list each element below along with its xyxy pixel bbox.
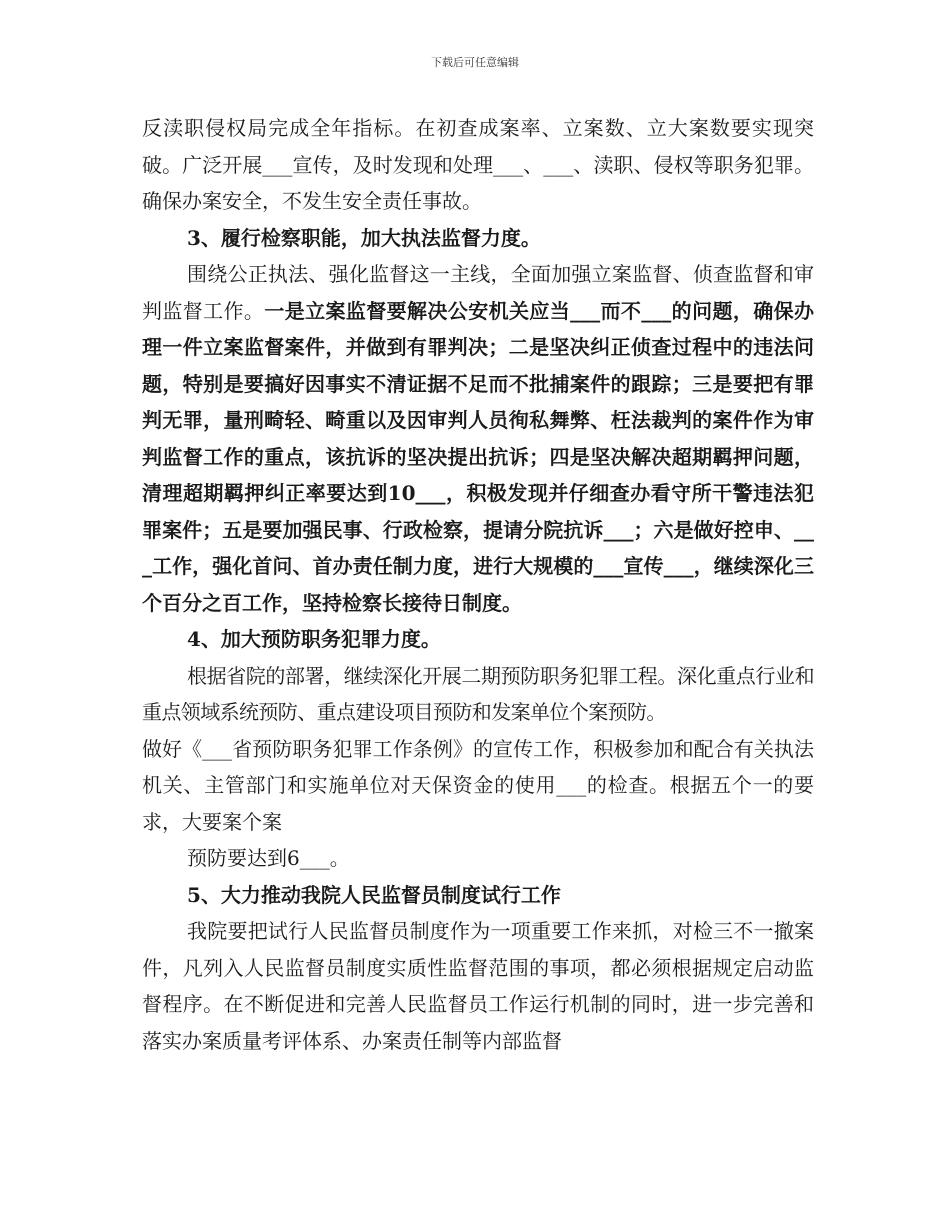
paragraph-supervision-bold: 一是立案监督要解决公安机关应当___而不___的问题，确保办理一件立案监督案件，并做到有罪判决；二是坚决纠正侦查过程中的违法问题，特别是要搞好因事实不清证据不足而不批捕案件的跟踪；三是要把有罪判无罪，量刑畸轻、畸重以及因审判人员徇私舞弊、枉法裁判的案件作为审判监督工作的重点，该抗诉的坚决提出抗诉；四是坚决解决超期羁押问题，清理超期羁押纠正率要达到10___，积极发现并仔细查办看守所干警违法犯罪案件；五是要加强民事、行政检察，提请分院抗诉___；六是做好控申、___工作，强化首问、首办责任制力度，进行大规模的___宣传___，继续深化三个百分之百工作，坚持检察长接待日制度。	[142, 298, 815, 615]
paragraph-supervision	[142, 256, 814, 621]
paragraph-prevention-target: 预防要达到6___。	[187, 846, 350, 870]
paragraph-people-supervisor: 我院要把试行人民监督员制度作为一项重要工作来抓，对检三不一撤案件，凡列入人民监督员制度实质性监督范围的事项，都必须根据规定启动监督程序。在不断促进和完善人民监督员工作运行机制的同时，进一步完善和落实办案质量考评体系、办案责任制等内部监督	[142, 919, 814, 1053]
paragraph-prevention-b: 做好《___省预防职务犯罪工作条例》的宣传工作，积极参加和配合有关执法机关、主管部门和实施单位对天保资金的使用___的检查。根据五个一的要求，大要案个案	[142, 736, 814, 834]
paragraph-prevention-a: 根据省院的部署，继续深化开展二期预防职务犯罪工程。深化重点行业和重点领域系统预防、重点建设项目预防和发案单位个案预防。	[142, 663, 814, 724]
paragraph-supervision-lead: 围绕公正执法、强化监督这一主线，全面加强立案监督、侦查监督和审判监督工作。	[142, 262, 814, 323]
heading-section-4: 4、加大预防职务犯罪力度。	[187, 627, 441, 651]
heading-section-5: 5、大力推动我院人民监督员制度试行工作	[187, 882, 561, 907]
heading-section-3: 3、履行检察职能，加大执法监督力度。	[187, 225, 541, 250]
document-body	[142, 110, 814, 1059]
paragraph-anti-dereliction: 反渎职侵权局完成全年指标。在初查成案率、立案数、立大案数要实现突破。广泛开展___宣传，及时发现和处理___、___、渎职、侵权等职务犯罪。确保办案安全，不发生安全责任事故。	[142, 116, 814, 213]
page-header: 下载后可任意编辑	[431, 56, 519, 69]
